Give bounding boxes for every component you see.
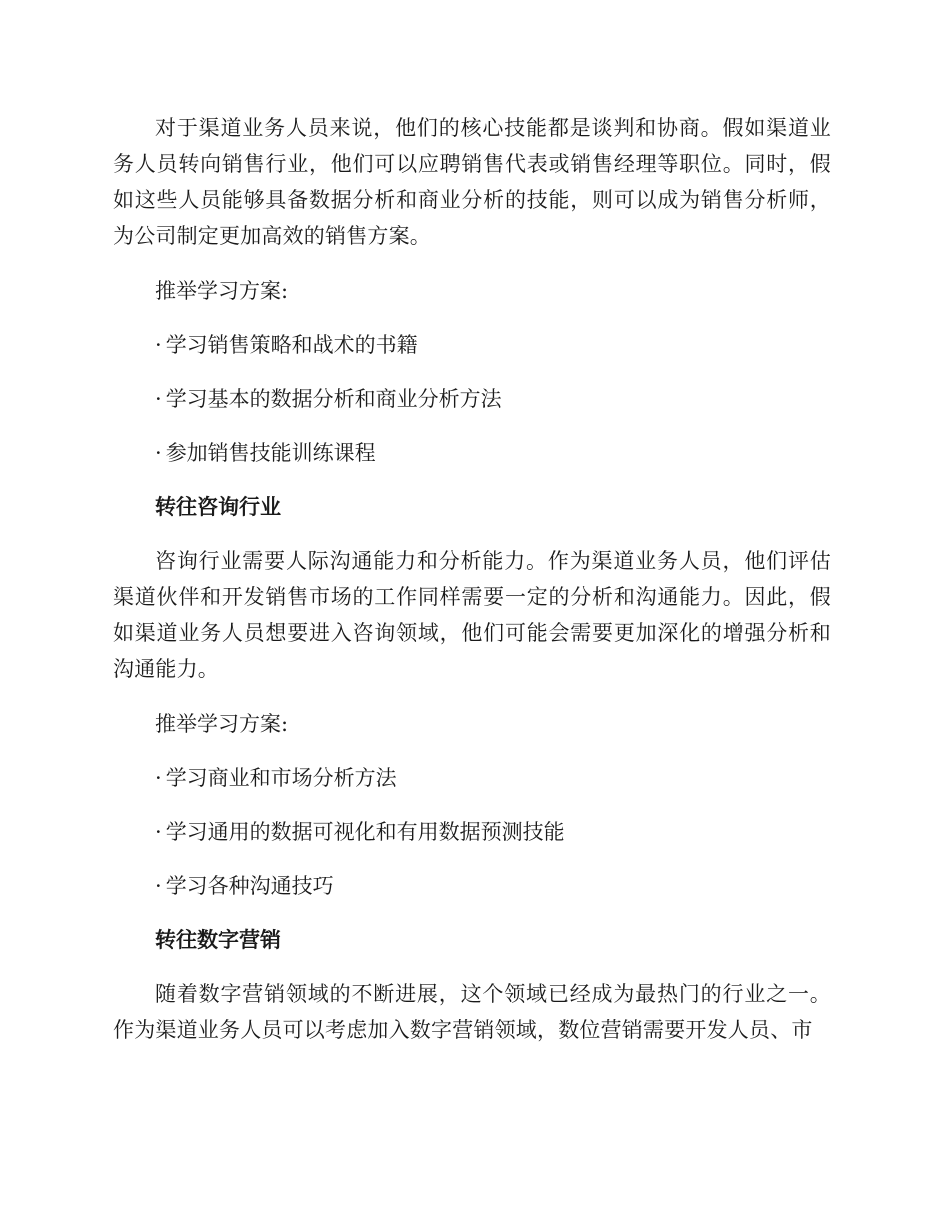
document-content [113, 110, 831, 1048]
study-plan-label: 推举学习方案: [155, 712, 289, 736]
section-heading-consulting: 转往咨询行业 [155, 495, 281, 519]
list-item [113, 327, 831, 363]
bullet-icon: · [155, 387, 162, 411]
list-item-text: 参加销售技能训练课程 [165, 441, 376, 465]
section-heading-digital-marketing: 转往数字营销 [155, 928, 281, 952]
bullet-icon: · [155, 820, 162, 844]
list-item [113, 814, 831, 850]
list-item-text: 学习商业和市场分析方法 [165, 766, 397, 790]
list-item [113, 868, 831, 904]
bullet-icon: · [155, 441, 162, 465]
list-item [113, 381, 831, 417]
bullet-icon: · [155, 333, 162, 357]
list-item-text: 学习各种沟通技巧 [165, 874, 334, 898]
list-item-text: 学习销售策略和战术的书籍 [165, 333, 418, 357]
list-item [113, 435, 831, 471]
bullet-icon: · [155, 874, 162, 898]
paragraph-digital-marketing: 随着数字营销领域的不断进展，这个领域已经成为最热门的行业之一。作为渠道业务人员可以考虑加入数字营销领域，数位营销需要开发人员、市 [113, 982, 831, 1042]
paragraph-sales: 对于渠道业务人员来说，他们的核心技能都是谈判和协商。假如渠道业务人员转向销售行业，他们可以应聘销售代表或销售经理等职位。同时，假如这些人员能够具备数据分析和商业分析的技能，则可以成为销售分析师，为公司制定更加高效的销售方案。 [113, 116, 831, 248]
list-item [113, 760, 831, 796]
list-item-text: 学习基本的数据分析和商业分析方法 [165, 387, 502, 411]
list-item-text: 学习通用的数据可视化和有用数据预测技能 [165, 820, 565, 844]
paragraph-consulting: 咨询行业需要人际沟通能力和分析能力。作为渠道业务人员，他们评估渠道伙伴和开发销售市场的工作同样需要一定的分析和沟通能力。因此，假如渠道业务人员想要进入咨询领域，他们可能会需要更加深化的增强分析和沟通能力。 [113, 549, 831, 681]
study-plan-label: 推举学习方案: [155, 279, 289, 303]
bullet-icon: · [155, 766, 162, 790]
